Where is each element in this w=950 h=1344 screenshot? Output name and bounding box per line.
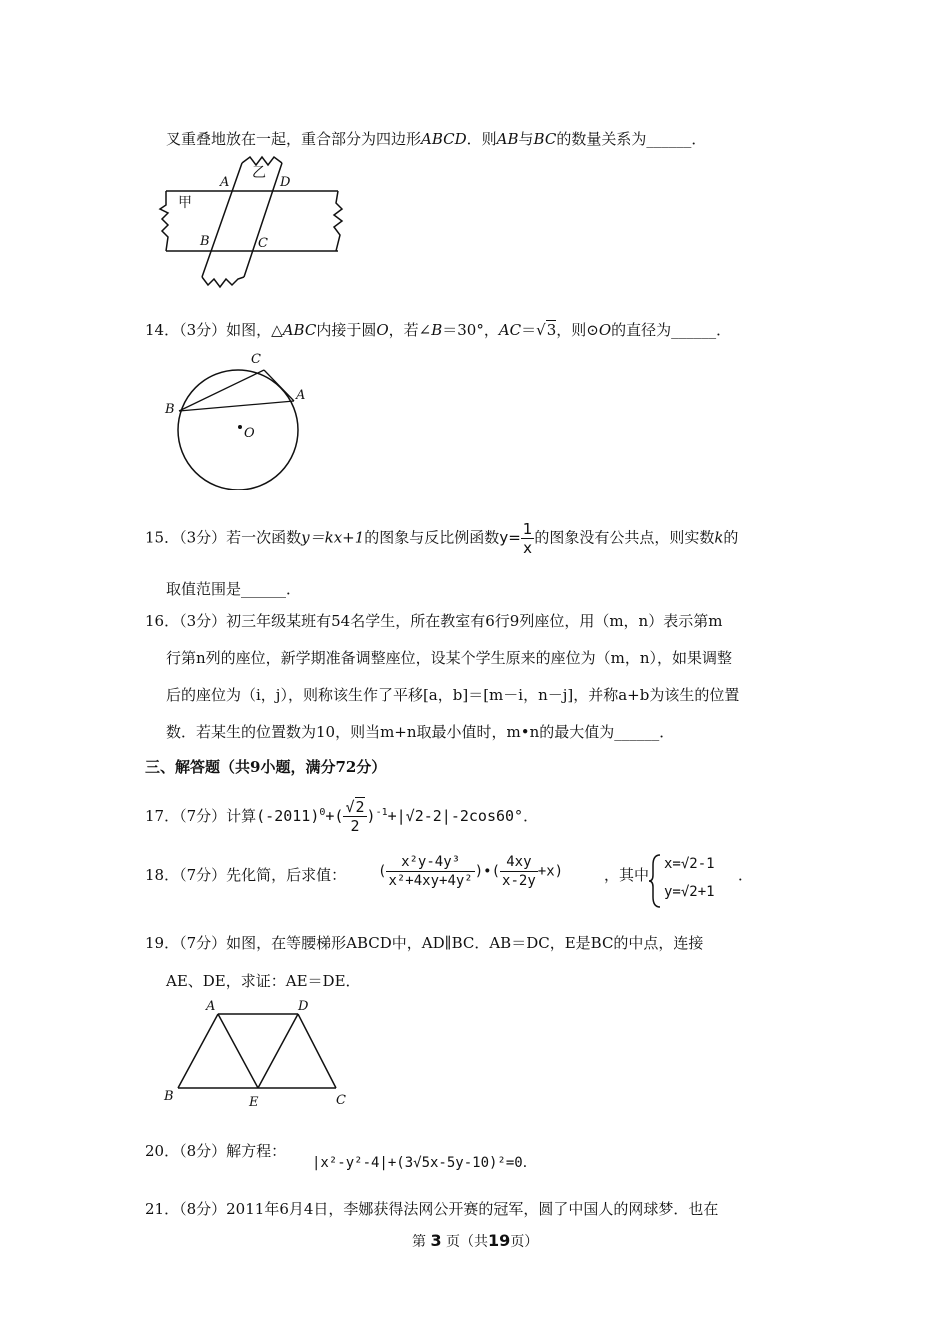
q19-line2: AE、DE，求证：AE＝DE． (166, 972, 361, 990)
q19-line1 (145, 932, 703, 953)
segment-dc (298, 1014, 336, 1088)
q13-text-pre: 叉重叠地放在一起，重合部分为四边形 (166, 130, 422, 148)
q13-label-a: A (220, 175, 230, 190)
q19-line1-text: 如图，在等腰梯形ABCD中，AD∥BC．AB＝DC，E是BC的中点，连接 (226, 934, 704, 952)
q15-t1: 若一次函数 (226, 528, 302, 547)
q16-line1 (145, 610, 722, 631)
q14-t1: 如图，△ (226, 321, 283, 339)
footer-page-number: 3 (430, 1231, 442, 1250)
q18-plus-x: +x) (537, 863, 564, 880)
q13-text (166, 128, 706, 149)
q14-o: O (376, 321, 389, 339)
q13-label-b: B (200, 234, 210, 249)
segment-ca (264, 370, 294, 401)
q19-label-b: B (164, 1089, 174, 1104)
q15-k: k (714, 528, 724, 547)
segment-ae (218, 1014, 258, 1088)
q14-text (145, 319, 731, 340)
q15-frac-num: 1 (522, 520, 533, 538)
q17-fraction (343, 798, 366, 835)
q14-figure (160, 345, 320, 490)
q13-label-d: D (280, 175, 291, 190)
q19-label-c: C (336, 1093, 346, 1108)
q14-sqrt-value: 3 (546, 321, 557, 339)
strip-yi-bottom-edge (202, 277, 244, 287)
q16-number: 16． (145, 612, 180, 630)
q14-t2: 内接于圆 (316, 321, 377, 339)
q18-t2: ，其中 (604, 866, 650, 884)
q13-text-mid2: 与 (518, 130, 534, 148)
q15-y-eq: y= (499, 528, 521, 547)
q13-label-yi: 乙 (252, 165, 266, 181)
footer-total-pages: 19 (488, 1231, 511, 1250)
circle-o (178, 370, 298, 490)
q14-triangle: ABC (282, 321, 317, 339)
q15-t3: 的图象没有公共点，则实数 (534, 528, 715, 547)
q14-number: 14． (145, 321, 180, 339)
q14-sqrt: √3 (536, 321, 557, 339)
q17-close1: ) (366, 807, 376, 825)
q18-sys-y: y=√2+1 (664, 884, 715, 900)
q18-frac1-num: x²y-4y³ (386, 853, 474, 872)
q18-frac1-den: x²+4xy+4y² (388, 873, 473, 889)
q18-dot: • (483, 863, 492, 880)
center-point (238, 425, 242, 429)
q19-label-e: E (249, 1095, 259, 1110)
q16-line2: 行第n列的座位，新学期准备调整座位，设某个学生原来的座位为（m，n），如果调整 (166, 649, 733, 667)
q17-text (145, 798, 538, 835)
strip-jia-right-edge (334, 191, 342, 251)
q18-end: ． (738, 866, 754, 884)
q17-frac-den: 2 (350, 817, 360, 835)
q15-number: 15． (145, 528, 180, 547)
footer-post: 页） (510, 1234, 539, 1250)
q13-label-jia: 甲 (178, 195, 192, 211)
q18-frac2-num: 4xy (500, 853, 538, 872)
q20-t1: 解方程： (226, 1142, 287, 1160)
q14-score: （3分） (179, 321, 227, 339)
q16-line1-text: 初三年级某班有54名学生，所在教室有6行9列座位，用（m，n）表示第m (226, 612, 723, 630)
q20-end: ． (522, 1155, 537, 1171)
footer-pre: 第 (412, 1234, 426, 1250)
q14-label-b: B (165, 402, 175, 417)
q14-t3: ，若∠ (388, 321, 432, 339)
q17-number: 17． (145, 807, 180, 825)
q19-figure (160, 996, 360, 1111)
strip-yi-top-edge (242, 157, 282, 165)
q14-ac: AC (498, 321, 522, 339)
page-footer (412, 1231, 538, 1251)
q14-t6: ，则⊙ (556, 321, 599, 339)
q21-number: 21． (145, 1200, 180, 1218)
q14-t4: ＝30°， (442, 321, 499, 339)
q17-expr-a: (-2011) (256, 807, 320, 825)
q15-linear-eq: y＝kx+1 (301, 528, 365, 547)
q14-o2: O (598, 321, 612, 339)
q18-frac2 (500, 853, 538, 890)
q20-expr: |x²-y²-4|+(3√5x-5y-10)²=0 (312, 1155, 523, 1171)
q18-frac1 (386, 853, 474, 890)
q14-t5: ＝ (521, 321, 537, 339)
segment-ab (178, 1014, 218, 1088)
q18-t1: 先化简，后求值： (226, 866, 347, 884)
q13-text-post: 的数量关系为______． (556, 130, 707, 148)
q17-expm1: -1 (375, 807, 388, 818)
q16-score: （3分） (179, 612, 227, 630)
q21-line1 (145, 1198, 718, 1219)
section-3-heading: 三、解答题（共9小题，满分72分） (145, 758, 387, 776)
q13-quad: ABCD (421, 130, 467, 148)
q18-number: 18． (145, 866, 180, 884)
q20-expression (312, 1152, 537, 1172)
q15-t2: 的图象与反比例函数 (364, 528, 500, 547)
q21-score: （8分） (179, 1200, 227, 1218)
q17-t1: 计算 (226, 807, 257, 825)
q15-score: （3分） (179, 528, 227, 547)
q20-text (145, 1140, 286, 1161)
q13-ab: AB (496, 130, 519, 148)
q18-text (145, 864, 346, 885)
q18-sys-x: x=√2-1 (664, 856, 715, 872)
q15-text (145, 520, 738, 557)
q14-t7: 的直径为______． (611, 321, 732, 339)
q14-label-o: O (244, 426, 255, 441)
q15-line2: 取值范围是______． (166, 580, 302, 598)
segment-de (258, 1014, 298, 1088)
q18-expression: ( $\frac{\text{x²y-4y³}}{\text{x²+4xy+4y²}}$ )•( $\frac{4xy}{x-2y}$ +x) (378, 854, 564, 889)
q16-line4: 数．若某生的位置数为10，则当m+n取最小值时，m•n的最大值为______． (166, 723, 675, 741)
q17-exp0: 0 (319, 807, 326, 818)
q14-label-a: A (296, 388, 306, 403)
q17-frac-num: √2 (345, 798, 365, 816)
q17-expression (256, 798, 524, 835)
q13-bc: BC (533, 130, 557, 148)
q19-number: 19． (145, 934, 180, 952)
q19-label-a: A (206, 999, 216, 1014)
q19-label-d: D (298, 999, 309, 1014)
q15-frac-den: x (523, 539, 532, 557)
q21-line1-text: 2011年6月4日，李娜获得法网公开赛的冠军，圆了中国人的网球梦．也在 (226, 1200, 719, 1218)
footer-mid: 页（共 (446, 1234, 489, 1250)
q17-end: ． (523, 807, 539, 825)
q18-score: （7分） (179, 866, 227, 884)
q15-fraction (521, 520, 535, 557)
q20-number: 20． (145, 1142, 180, 1160)
q13-label-c: C (258, 236, 268, 251)
q17-plus1: +( (325, 807, 344, 825)
q18-frac2-den: x-2y (502, 873, 536, 889)
q17-sqrt2: 2 (355, 798, 365, 816)
q15-t4: 的 (723, 528, 739, 547)
q13-figure (158, 155, 348, 290)
q14-label-c: C (251, 352, 261, 367)
q17-rest: +|√2-2|-2cos60° (387, 807, 524, 825)
q19-score: （7分） (179, 934, 227, 952)
q14-b: B (431, 321, 443, 339)
q18-brace (648, 853, 662, 909)
q17-score: （7分） (179, 807, 227, 825)
q13-text-mid1: ．则 (466, 130, 497, 148)
q20-score: （8分） (179, 1142, 227, 1160)
q16-line3: 后的座位为（i，j），则称该生作了平移[a，b]＝[m－i，n－j]，并称a+b为该生的位置 (166, 686, 740, 704)
strip-jia-left-edge (160, 191, 168, 251)
